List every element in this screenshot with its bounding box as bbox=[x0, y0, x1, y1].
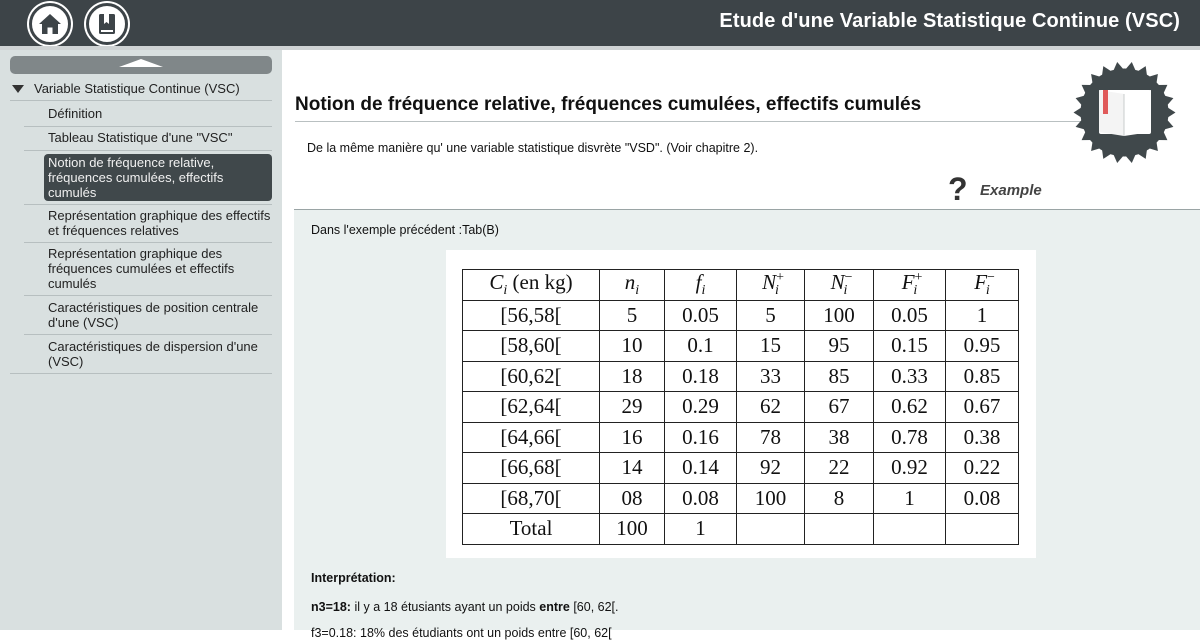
table-row bbox=[463, 483, 1019, 514]
table-cell: 38 bbox=[805, 422, 874, 453]
table-cell: 5 bbox=[737, 300, 805, 331]
table-cell: 16 bbox=[600, 422, 665, 453]
home-button[interactable] bbox=[29, 3, 71, 45]
table-cell bbox=[874, 514, 946, 545]
divider bbox=[24, 334, 272, 335]
table-row bbox=[463, 422, 1019, 453]
table-cell bbox=[737, 514, 805, 545]
table-cell: 0.1 bbox=[665, 331, 737, 362]
sidebar-item-label: Définition bbox=[48, 106, 103, 121]
table-row bbox=[463, 514, 1019, 545]
divider bbox=[10, 373, 272, 374]
table-header-cell: $n_i$ bbox=[600, 270, 665, 301]
table-cell: 0.78 bbox=[874, 422, 946, 453]
table-cell: 0.05 bbox=[665, 300, 737, 331]
table-cell: 85 bbox=[805, 361, 874, 392]
table-row bbox=[463, 392, 1019, 423]
table-cell: 29 bbox=[600, 392, 665, 423]
table-cell: 0.67 bbox=[946, 392, 1019, 423]
table-cell: 22 bbox=[805, 453, 874, 484]
sidebar-section-label: Variable Statistique Continue (VSC) bbox=[34, 81, 240, 96]
table-cell: 0.33 bbox=[874, 361, 946, 392]
sidebar-item-definition[interactable] bbox=[44, 106, 272, 121]
table-cell: 92 bbox=[737, 453, 805, 484]
question-mark-icon: ? bbox=[948, 171, 968, 207]
example-intro: Dans l'exemple précédent :Tab(B) bbox=[311, 223, 499, 237]
table-row bbox=[463, 331, 1019, 362]
table-cell: [62,64[ bbox=[463, 392, 600, 423]
sidebar-item-label: Tableau Statistique d'une "VSC" bbox=[48, 130, 233, 145]
caret-down-icon bbox=[12, 85, 24, 93]
sidebar-item-label: Représentation graphique des fréquences cumulées et effectifs cumulés bbox=[48, 246, 235, 291]
table-cell: 67 bbox=[805, 392, 874, 423]
table-cell: 0.85 bbox=[946, 361, 1019, 392]
table-cell: 100 bbox=[805, 300, 874, 331]
sidebar-item-frequence[interactable] bbox=[44, 154, 272, 201]
bookmark-button[interactable] bbox=[86, 3, 128, 45]
table-cell: 1 bbox=[946, 300, 1019, 331]
sidebar bbox=[0, 50, 282, 630]
sidebar-item-position-centrale[interactable] bbox=[44, 300, 272, 330]
table-cell: 0.05 bbox=[874, 300, 946, 331]
table-cell: 0.18 bbox=[665, 361, 737, 392]
table-cell: Total bbox=[463, 514, 600, 545]
table-cell bbox=[805, 514, 874, 545]
table-cell: 95 bbox=[805, 331, 874, 362]
table-cell: 100 bbox=[737, 483, 805, 514]
table-cell: 62 bbox=[737, 392, 805, 423]
table-cell: 10 bbox=[600, 331, 665, 362]
table-cell: 15 bbox=[737, 331, 805, 362]
page-title: Notion de fréquence relative, fréquences cumulées, effectifs cumulés bbox=[295, 94, 922, 115]
title-divider bbox=[295, 121, 1085, 122]
example-label: Example bbox=[980, 182, 1042, 199]
stats-table bbox=[462, 269, 1019, 545]
table-cell: 18 bbox=[600, 361, 665, 392]
home-icon bbox=[37, 11, 63, 37]
table-cell: 0.22 bbox=[946, 453, 1019, 484]
table-cell: 5 bbox=[600, 300, 665, 331]
divider bbox=[24, 204, 272, 205]
table-cell: [64,66[ bbox=[463, 422, 600, 453]
sidebar-section-vsc[interactable] bbox=[10, 80, 272, 98]
table-cell: [66,68[ bbox=[463, 453, 600, 484]
sidebar-item-label: Caractéristiques de position centrale d'une (VSC) bbox=[48, 300, 259, 330]
divider bbox=[24, 150, 272, 151]
bookmark-book-icon bbox=[94, 11, 120, 37]
table-cell: 0.14 bbox=[665, 453, 737, 484]
table-cell: 1 bbox=[874, 483, 946, 514]
table-cell: 0.62 bbox=[874, 392, 946, 423]
interp-bold: entre bbox=[539, 600, 570, 614]
table-header-cell: $F^+_i$ bbox=[874, 270, 946, 301]
table-cell: [68,70[ bbox=[463, 483, 600, 514]
table-cell: 0.15 bbox=[874, 331, 946, 362]
table-cell: 0.38 bbox=[946, 422, 1019, 453]
table-header-cell: $C_i$ (en kg) bbox=[463, 270, 600, 301]
table-row bbox=[463, 361, 1019, 392]
interpretation-line-2: f3=0.18: 18% des étudiants ont un poids entre [60, 62[ bbox=[311, 626, 612, 640]
top-bar bbox=[0, 0, 1200, 46]
table-header-cell: $N^+_i$ bbox=[737, 270, 805, 301]
table-cell bbox=[946, 514, 1019, 545]
interpretation-title: Interprétation: bbox=[311, 571, 396, 585]
sidebar-item-label: Notion de fréquence relative, fréquences cumulées, effectifs cumulés bbox=[48, 155, 224, 200]
open-book-icon bbox=[1072, 60, 1177, 165]
table-cell: 33 bbox=[737, 361, 805, 392]
sidebar-item-dispersion[interactable] bbox=[44, 339, 272, 369]
table-cell: 0.08 bbox=[665, 483, 737, 514]
divider bbox=[24, 295, 272, 296]
table-cell: 1 bbox=[665, 514, 737, 545]
table-header-row bbox=[463, 270, 1019, 301]
interpretation-line-1 bbox=[311, 600, 619, 614]
app-title: Etude d'une Variable Statistique Continue (VSC) bbox=[719, 10, 1180, 32]
table-cell: 0.92 bbox=[874, 453, 946, 484]
sidebar-item-label: Caractéristiques de dispersion d'une (VSC) bbox=[48, 339, 258, 369]
intro-text: De la même manière qu' une variable statistique disvrète "VSD". (Voir chapitre 2). bbox=[307, 141, 759, 155]
table-cell: [60,62[ bbox=[463, 361, 600, 392]
table-cell: 14 bbox=[600, 453, 665, 484]
table-cell: 0.95 bbox=[946, 331, 1019, 362]
table-header-cell: $N^-_i$ bbox=[805, 270, 874, 301]
divider bbox=[24, 126, 272, 127]
collapse-up-icon bbox=[119, 59, 163, 67]
table-row bbox=[463, 300, 1019, 331]
example-panel bbox=[294, 209, 1200, 640]
table-cell: 0.08 bbox=[946, 483, 1019, 514]
interp-post: [60, 62[. bbox=[569, 600, 619, 614]
interp-key: n3=18: bbox=[311, 600, 351, 614]
table-cell: 100 bbox=[600, 514, 665, 545]
table-cell: 0.29 bbox=[665, 392, 737, 423]
sidebar-item-representation-effectifs[interactable] bbox=[44, 208, 272, 238]
main-content bbox=[282, 50, 1200, 640]
table-row bbox=[463, 453, 1019, 484]
table-header-cell: $F^-_i$ bbox=[946, 270, 1019, 301]
table-cell: 78 bbox=[737, 422, 805, 453]
interp-pre: il y a 18 étusiants ayant un poids bbox=[350, 600, 540, 614]
table-cell: 8 bbox=[805, 483, 874, 514]
sidebar-item-label: Représentation graphique des effectifs et fréquences relatives bbox=[48, 208, 271, 238]
table-cell: [56,58[ bbox=[463, 300, 600, 331]
sidebar-item-tableau[interactable] bbox=[44, 130, 272, 145]
divider bbox=[10, 100, 272, 101]
table-cell: [58,60[ bbox=[463, 331, 600, 362]
sidebar-collapse-button[interactable] bbox=[10, 56, 272, 74]
sidebar-item-representation-cumulees[interactable] bbox=[44, 246, 272, 291]
table-cell: 0.16 bbox=[665, 422, 737, 453]
table-cell: 08 bbox=[600, 483, 665, 514]
divider bbox=[24, 242, 272, 243]
stats-table-card bbox=[446, 250, 1036, 558]
table-header-cell: $f_i$ bbox=[665, 270, 737, 301]
